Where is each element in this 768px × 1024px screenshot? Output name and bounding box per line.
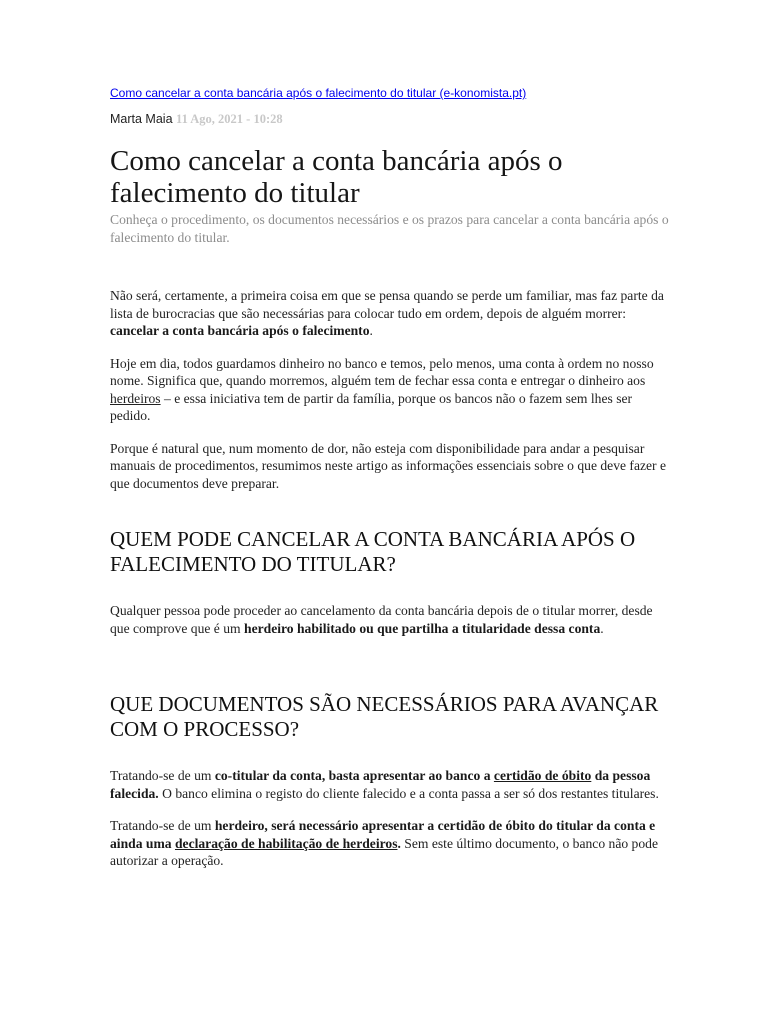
intro-paragraph-3: [110, 440, 670, 493]
section1-paragraph: [110, 602, 670, 637]
section2-p2-end: Sem este último documento, o banco não pode autorizar a operação.: [110, 835, 658, 868]
section2-p1-bold-2: da pessoa falecida.: [110, 768, 651, 801]
intro-paragraph-1: [110, 287, 670, 340]
section2-p2-text: Tratando-se de um: [110, 818, 215, 833]
section2-p1-text: Tratando-se de um: [110, 768, 215, 783]
section-heading-documents: QUE DOCUMENTOS SÃO NECESSÁRIOS PARA AVANÇAR COM O PROCESSO?: [110, 692, 659, 741]
section-heading-who: QUEM PODE CANCELAR A CONTA BANCÁRIA APÓS O FALECIMENTO DO TITULAR?: [110, 527, 636, 576]
intro-p2-end: – e essa iniciativa tem de partir da família, porque os bancos não o fazem sem lhes ser pedido.: [110, 390, 633, 423]
intro-p2-text: Hoje em dia, todos guardamos dinheiro no banco e temos, pelo menos, uma conta à ordem no nosso nome. Significa que, quando morremos, alguém tem de fechar essa conta e entregar o dinheiro aos: [110, 355, 654, 388]
section2-p2-bold-2: .: [397, 835, 401, 851]
source-link[interactable]: Como cancelar a conta bancária após o falecimento do titular (e-konomista.pt): [110, 86, 527, 100]
intro-paragraph-2: [110, 355, 670, 425]
section2-paragraph-1: [110, 767, 670, 802]
intro-p3-text: Porque é natural que, num momento de dor, não esteja com disponibilidade para andar a pesquisar manuais de procedimentos, resumimos neste artigo as informações essenciais sobre o que deve fazer e que documentos deve preparar.: [110, 440, 667, 491]
author-name: Marta Maia: [110, 112, 173, 126]
intro-p1-text: Não será, certamente, a primeira coisa em que se pensa quando se perde um familiar, mas faz parte da lista de burocracias que são necessárias para colocar tudo em ordem, depois de alguém morrer:: [110, 288, 664, 321]
section1-text: Qualquer pessoa pode proceder ao cancelamento da conta bancária depois de o titular morrer, desde que comprove que é um: [110, 603, 653, 636]
article-title: Como cancelar a conta bancária após o falecimento do titular: [110, 145, 563, 209]
article-subtitle: Conheça o procedimento, os documentos necessários e os prazos para cancelar a conta bancária após o falecimento do titular.: [110, 212, 669, 245]
section2-p1-end: O banco elimina o registo do cliente falecido e a conta passa a ser só dos restantes titulares.: [158, 785, 659, 801]
intro-p1-end: .: [369, 323, 373, 338]
section1-end: .: [600, 620, 604, 636]
section2-p1-bold: co-titular da conta, basta apresentar ao banco a: [214, 768, 494, 783]
section2-paragraph-2: [110, 817, 670, 870]
section2-p2-bold: herdeiro, será necessário apresentar a certidão de óbito do titular da conta e ainda uma: [110, 818, 656, 851]
article: [110, 86, 670, 885]
certidao-obito-link[interactable]: certidão de óbito: [493, 768, 592, 783]
intro-p1-bold: cancelar a conta bancária após o falecimento: [110, 323, 370, 338]
publish-date: 11 Ago, 2021 - 10:28: [176, 112, 283, 126]
herdeiros-link[interactable]: herdeiros: [110, 390, 161, 406]
habilitacao-herdeiros-link[interactable]: declaração de habilitação de herdeiros: [174, 835, 398, 851]
section1-bold: herdeiro habilitado ou que partilha a titularidade dessa conta: [244, 620, 601, 636]
byline: [110, 112, 670, 127]
